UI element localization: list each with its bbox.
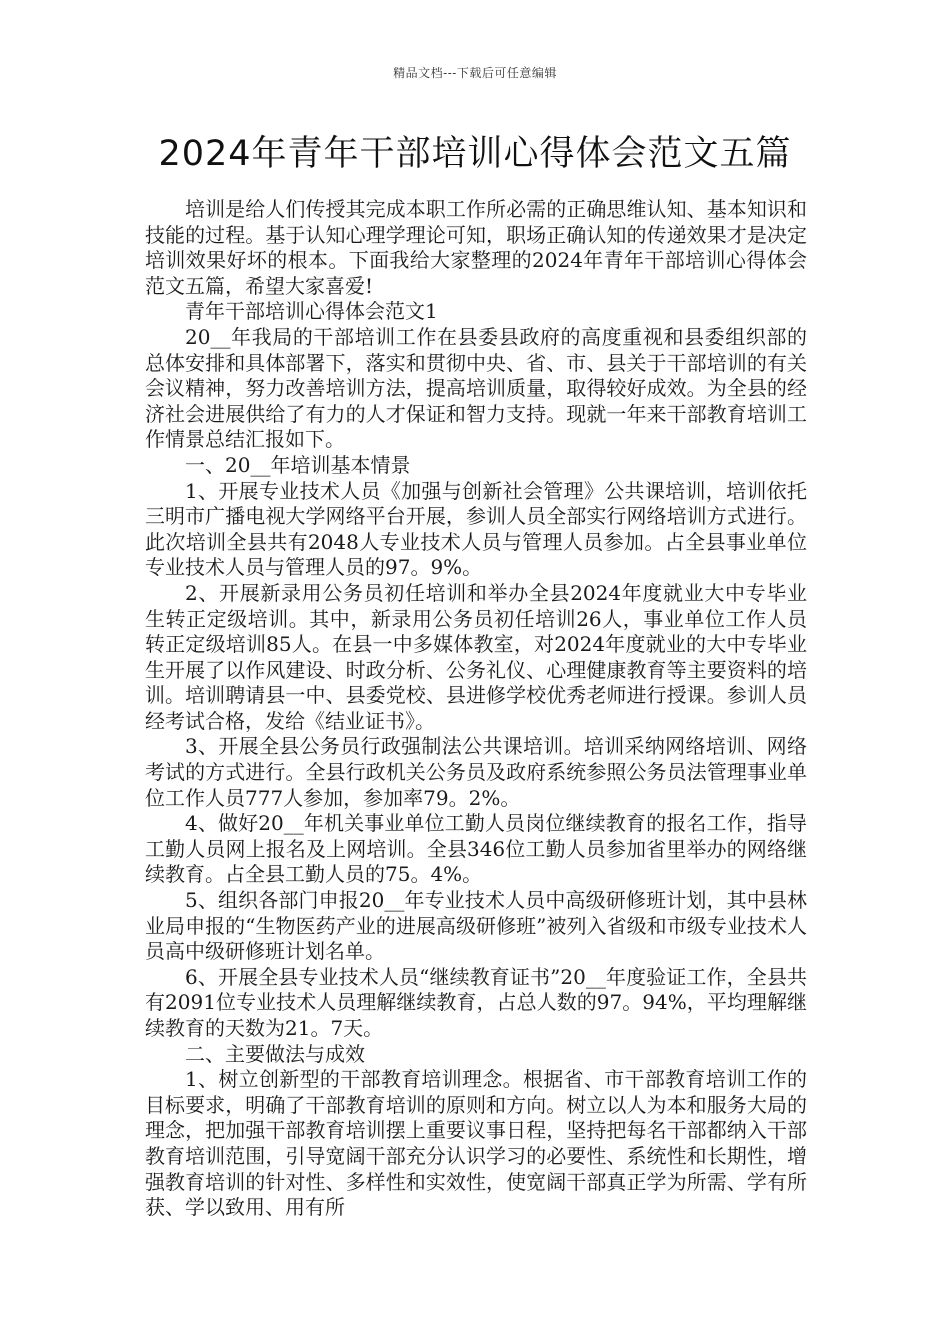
body-paragraph: 6、开展全县专业技术人员“继续教育证书”20__年度验证工作，全县共有2091位专业技术人员理解继续教育，占总人数的97。94%，平均理解继续教育的天数为21。7天。 — [145, 964, 807, 1040]
body-paragraph: 5、组织各部门申报20__年专业技术人员中高级研修班计划，其中县林业局申报的“生物医药产业的进展高级研修班”被列入省级和市级专业技术人员高中级研修班计划名单。 — [145, 888, 807, 964]
header-note: 精品文档---下载后可任意编辑 — [393, 66, 557, 80]
body-paragraph: 4、做好20__年机关事业单位工勤人员岗位继续教育的报名工作，指导工勤人员网上报名及上网培训。全县346位工勤人员参加省里举办的网络继续教育。占全县工勤人员的75。4%。 — [145, 811, 807, 887]
body-paragraph: 3、开展全县公务员行政强制法公共课培训。培训采纳网络培训、网络考试的方式进行。全县行政机关公务员及政府系统参照公务员法管理事业单位工作人员777人参加，参加率79。2%。 — [145, 734, 807, 810]
body-paragraph: 1、树立创新型的干部教育培训理念。根据省、市干部教育培训工作的目标要求，明确了干部教育培训的原则和方向。树立以人为本和服务大局的理念，把加强干部教育培训摆上重要议事日程，坚持把每名干部都纳入干部教育培训范围，引导宽阔干部充分认识学习的必要性、系统性和长期性，增强教育培训的针对性、多样性和实效性，使宽阔干部真正学为所需、学有所获、学以致用、用有所 — [145, 1067, 807, 1220]
body-paragraph: 1、开展专业技术人员《加强与创新社会管理》公共课培训，培训依托三明市广播电视大学网络平台开展，参训人员全部实行网络培训方式进行。此次培训全县共有2048人专业技术人员与管理人员参加。占全县事业单位专业技术人员与管理人员的97。9%。 — [145, 478, 807, 580]
section-heading: 青年干部培训心得体会范文1 — [185, 299, 438, 324]
section-heading: 二、主要做法与成效 — [185, 1041, 365, 1066]
body-paragraph: 20__年我局的干部培训工作在县委县政府的高度重视和县委组织部的总体安排和具体部署下，落实和贯彻中央、省、市、县关于干部培训的有关会议精神，努力改善培训方法，提高培训质量，取得较好成效。为全县的经济社会进展供给了有力的人才保证和智力支持。现就一年来干部教育培训工作情景总结汇报如下。 — [145, 324, 807, 452]
document-title: 2024年青年干部培训心得体会范文五篇 — [158, 134, 792, 174]
section-heading: 一、20__年培训基本情景 — [185, 452, 411, 477]
body-paragraph: 2、开展新录用公务员初任培训和举办全县2024年度就业大中专毕业生转正定级培训。其中，新录用公务员初任培训26人，事业单位工作人员转正定级培训85人。在县一中多媒体教室，对2024年度就业的大中专毕业生开展了以作风建设、时政分析、公务礼仪、心理健康教育等主要资料的培训。培训聘请县一中、县委党校、县进修学校优秀老师进行授课。参训人员经考试合格，发给《结业证书》。 — [145, 580, 807, 733]
document-body — [145, 197, 807, 1221]
intro-paragraph: 培训是给人们传授其完成本职工作所必需的正确思维认知、基本知识和技能的过程。基于认知心理学理论可知，职场正确认知的传递效果才是决定培训效果好坏的根本。下面我给大家整理的2024年青年干部培训心得体会范文五篇，希望大家喜爱! — [145, 197, 807, 298]
